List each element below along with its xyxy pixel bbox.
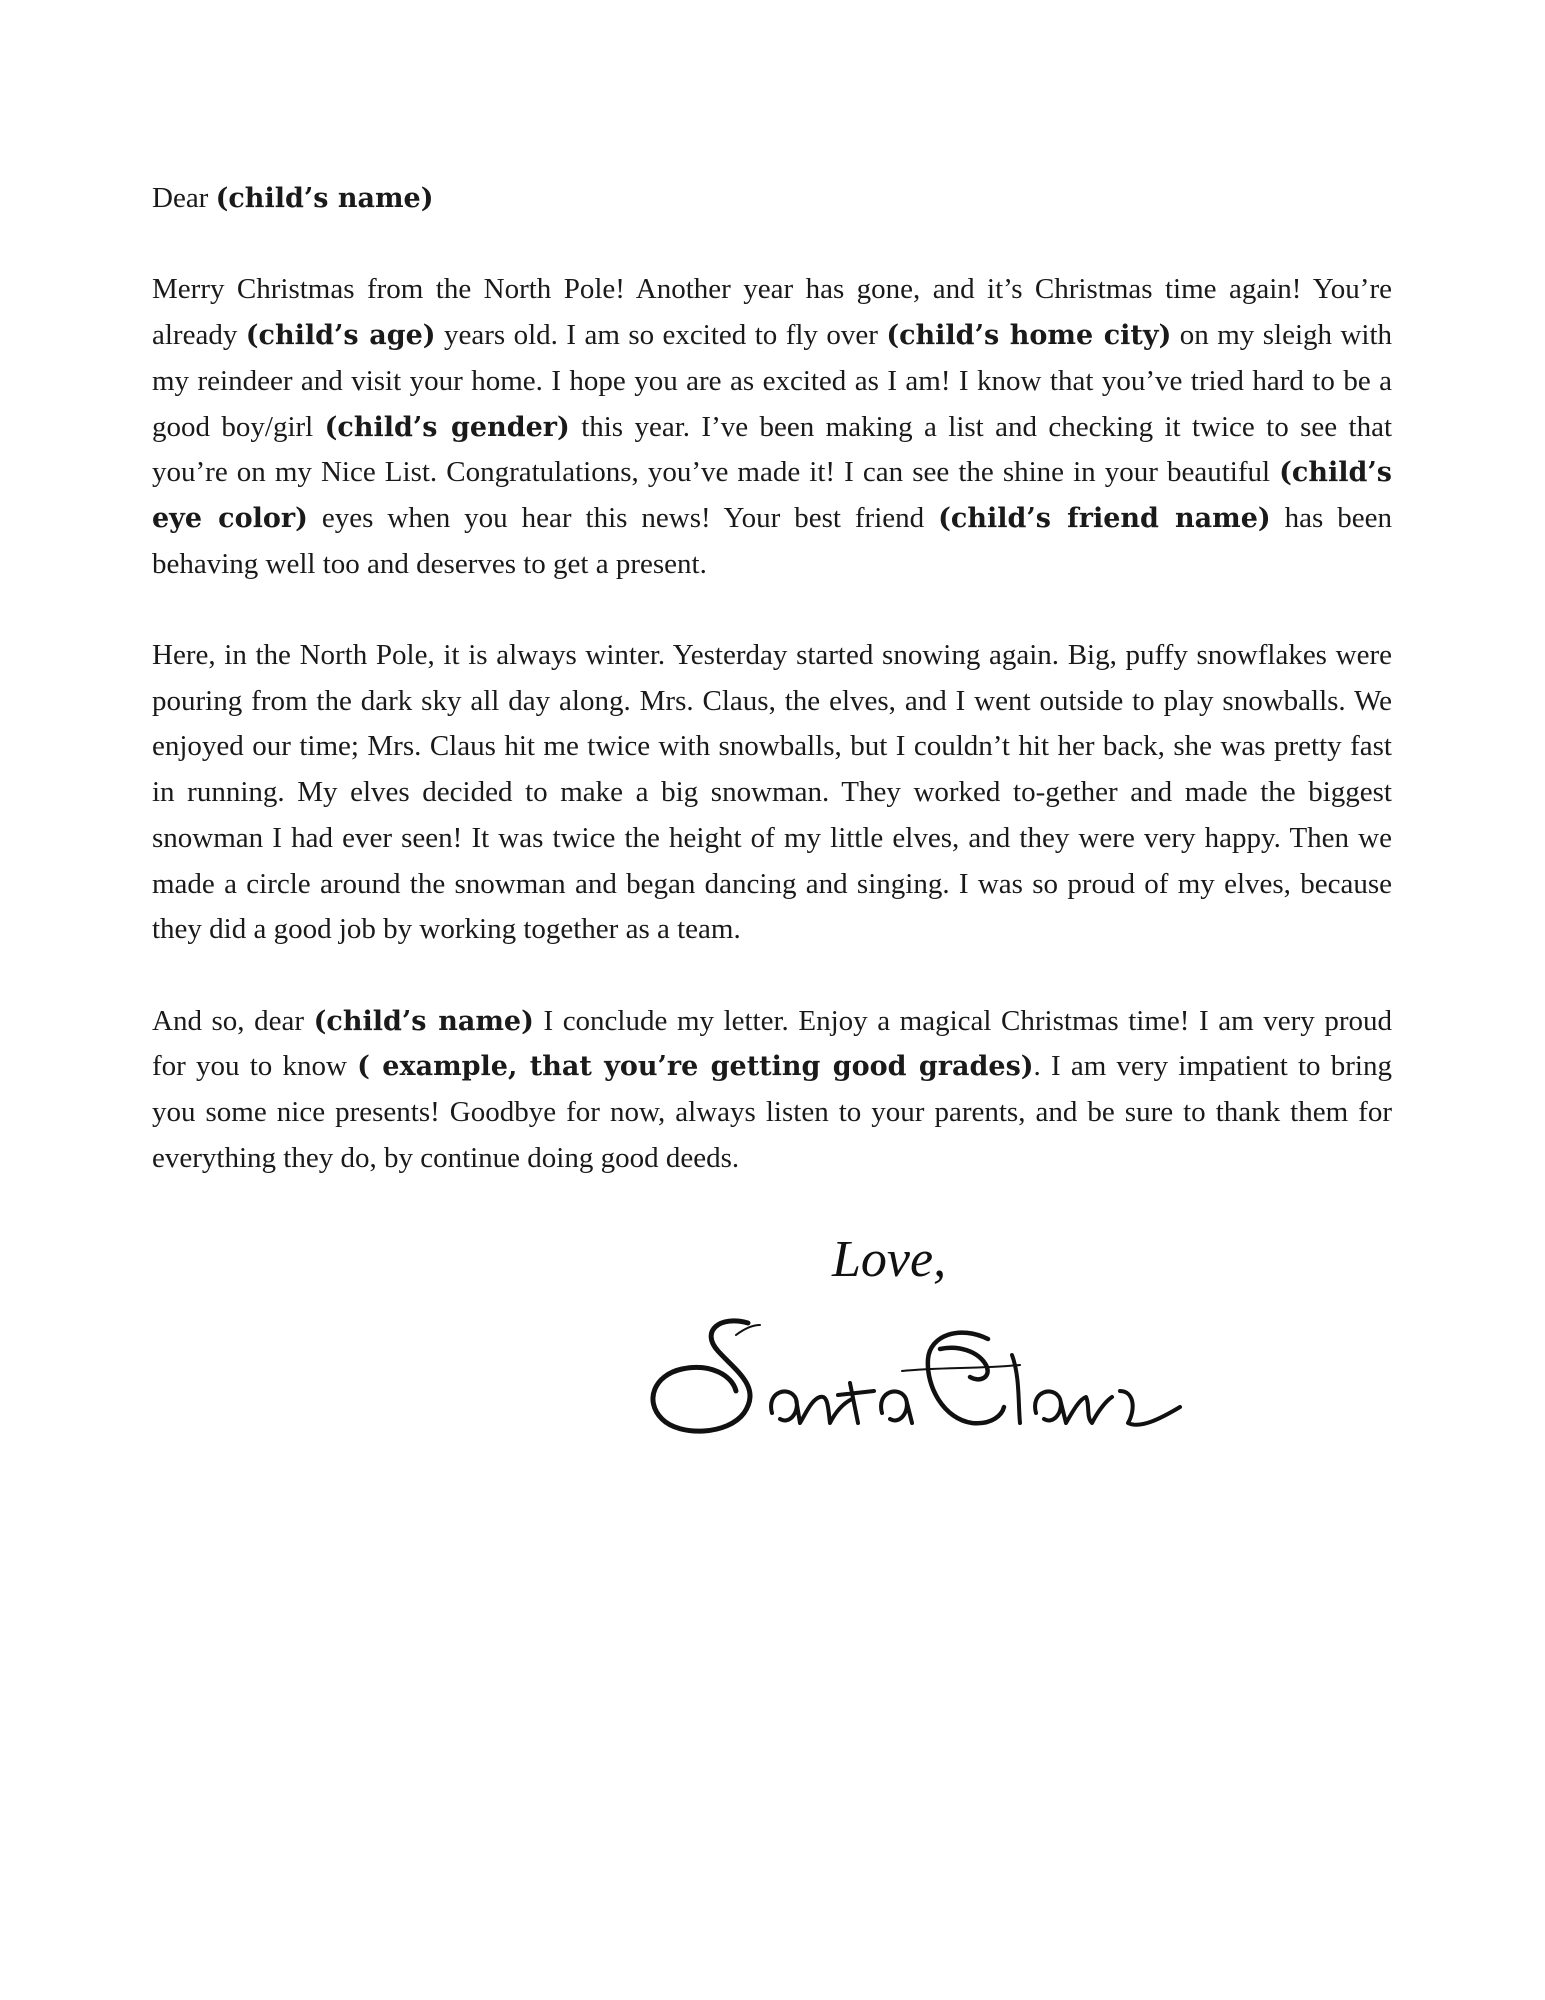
placeholder-child-home-city: (child’s home city) (886, 320, 1172, 352)
paragraph-intro (152, 267, 1392, 587)
signature-flourish (736, 1325, 1020, 1371)
intro-text-3: on my sleigh with my reindeer and visit your home. I hope you are as excited as I am! I know that you’ve tried hard to be a good boy/girl (152, 319, 1392, 443)
placeholder-child-age: (child’s age) (245, 320, 436, 352)
intro-text-5: eyes when you hear this news! Your best friend (321, 501, 925, 534)
placeholder-example: ( example, that you’re getting good grades) (357, 1051, 1034, 1083)
intro-text-2: years old. I am so excited to fly over (443, 319, 878, 352)
placeholder-child-gender: (child’s gender) (324, 411, 570, 443)
conclusion-text-2: I conclude my letter. Enjoy a magical Christmas time! I am very proud for you to know (152, 1004, 1393, 1083)
paragraph-north-pole: Here, in the North Pole, it is always winter. Yesterday started snowing again. Big, puffy snowflakes were pouring from the dark sky all day along. Mrs. Claus, the elves, and I went outside to play snowballs. We enjoyed our time; Mrs. Claus hit me twice with snowballs, but I couldn’t hit her back, she was pretty fast in running. My elves decided to make a big snowman. They worked to-gether and made the biggest snowman I had ever seen! It was twice the height of my little elves, and they were very happy. Then we made a circle around the snowman and began dancing and singing. I was so proud of my elves, because they did a good job by working together as a team. (152, 639, 1392, 946)
conclusion-text-3: . I am very impatient to bring you some nice presents! Goodbye for now, always listen to your parents, and be sure to thank them for everything they do, by continue doing good deeds. (152, 1050, 1392, 1174)
placeholder-child-friend-name: (child’s friend name) (938, 502, 1271, 534)
santa-claus-signature (640, 1295, 1240, 1455)
intro-text-6: has been behaving well too and deserves to get a present. (152, 501, 1393, 580)
signature-laus (1012, 1355, 1180, 1425)
placeholder-child-name-2: (child’s name) (313, 1005, 534, 1037)
conclusion-text-1: And so, dear (152, 1004, 305, 1037)
greeting-word: Dear (152, 182, 209, 214)
signature-letter-s (653, 1321, 750, 1431)
intro-text-1: Merry Christmas from the North Pole! Another year has gone, and it’s Christmas time again! You’re already (152, 273, 1392, 352)
signature-anta (771, 1383, 912, 1423)
greeting-line (152, 176, 1392, 222)
closing-love: Love, (832, 1231, 947, 1288)
placeholder-child-name: (child’s name) (215, 183, 434, 214)
intro-text-4: this year. I’ve been making a list and checking it twice to see that you’re on my Nice List. Congratulations, you’ve made it! I can see the shine in your beautiful (152, 410, 1393, 489)
signature-letter-c (928, 1333, 1004, 1424)
letter-body (152, 176, 1392, 1227)
paragraph-conclusion (152, 999, 1392, 1182)
placeholder-child-eye-color: (child’s eye color) (152, 457, 1392, 534)
